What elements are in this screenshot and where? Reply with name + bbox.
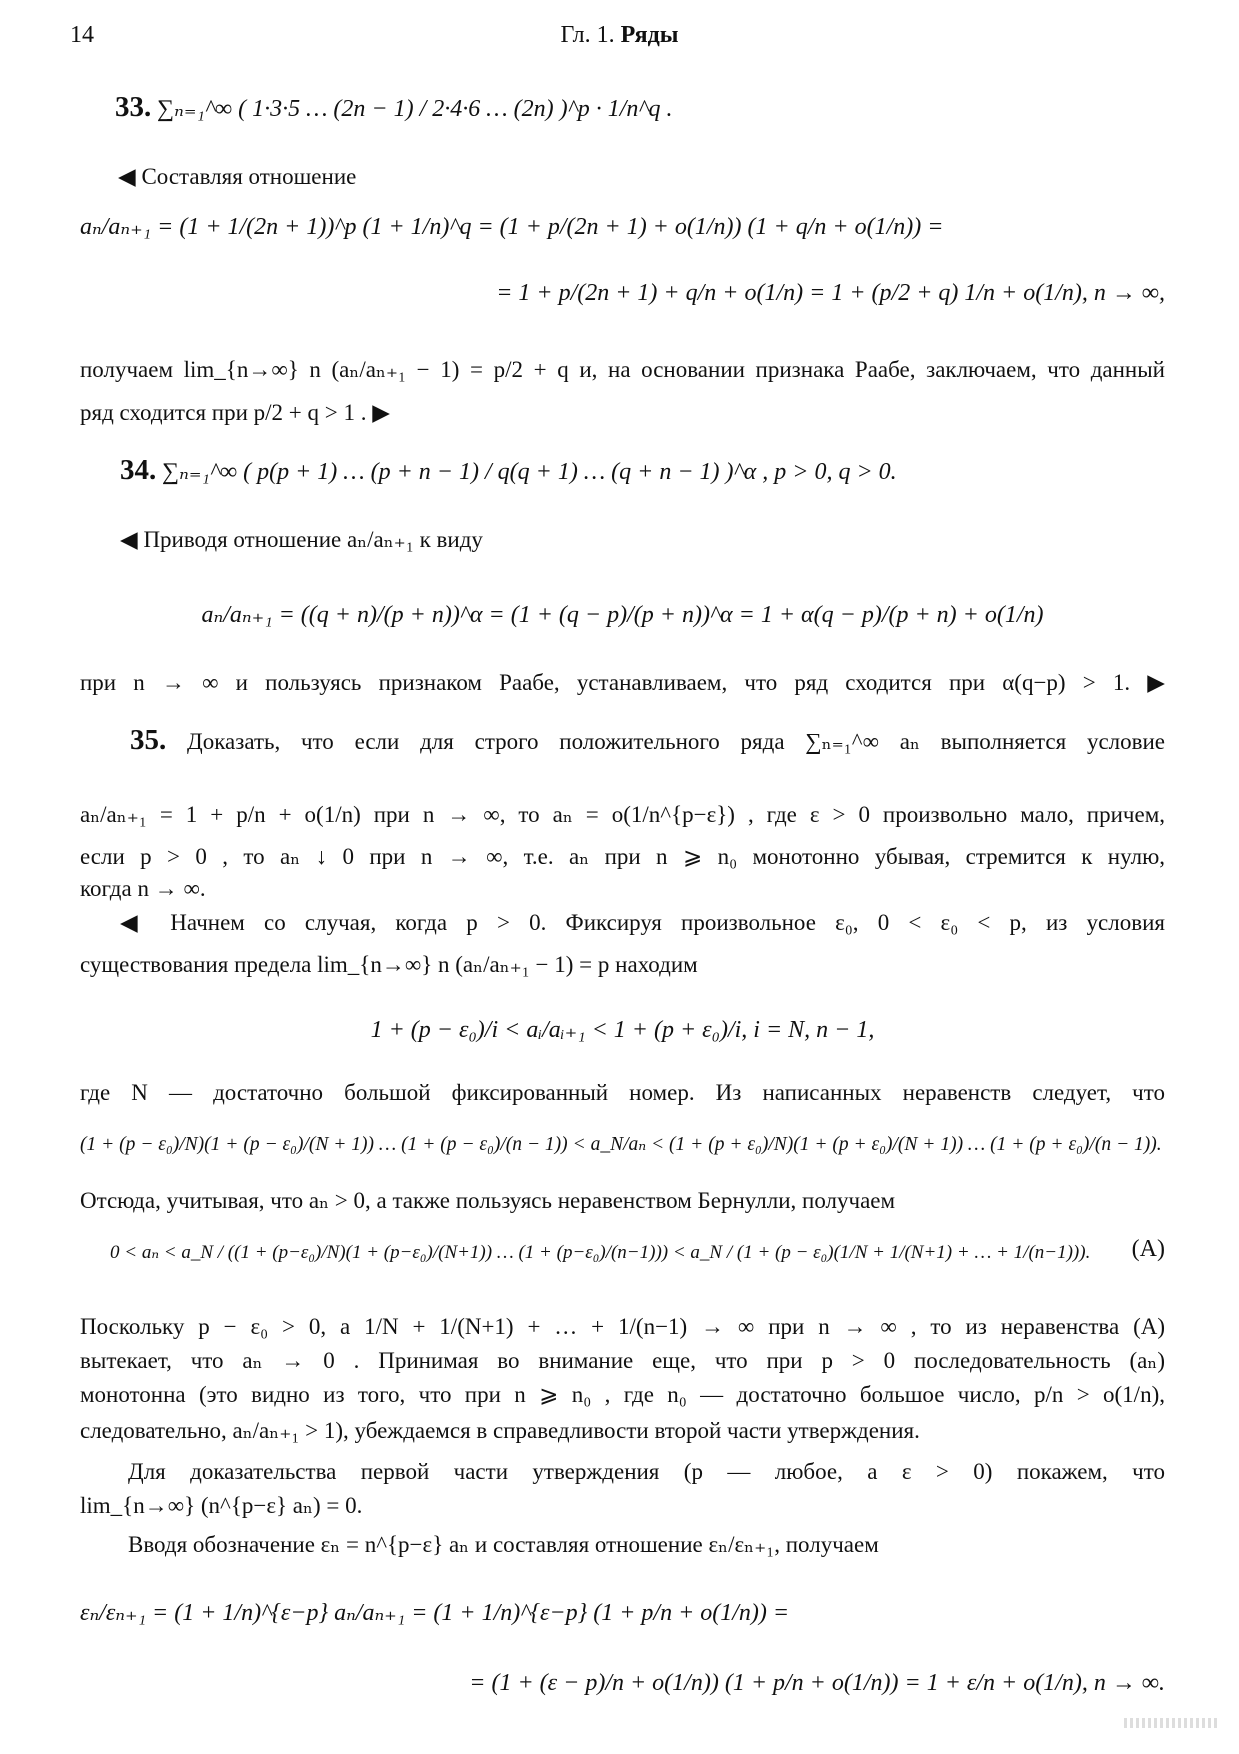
problem-35-text: Доказать, что если для строго положительного ряда ∑ₙ₌₁^∞ aₙ выполняется условие [187, 729, 1166, 754]
problem-35-line-8: Отсюда, учитывая, что aₙ > 0, а также пользуясь неравенством Бернулли, получаем [80, 1188, 896, 1213]
problem-35-equation-4: εₙ/εₙ₊₁ = (1 + 1/n)^{ε−p} aₙ/aₙ₊₁ = (1 + 1/n)^{ε−p} (1 + p/n + o(1/n)) = [80, 1600, 790, 1626]
problem-35-line-2: aₙ/aₙ₊₁ = 1 + p/n + o(1/n) при n → ∞, то aₙ = o(1/n^{p−ε}) , где ε > 0 произвольно мало, причем, [80, 802, 1165, 827]
problem-33-statement [115, 92, 1015, 124]
chapter-title: Ряды [620, 22, 679, 48]
problem-33-intro: ◀ Составляя отношение [118, 164, 357, 189]
chapter-label: Гл. 1. [560, 22, 615, 48]
problem-33-equation-2: = 1 + p/(2n + 1) + q/n + o(1/n) = 1 + (p/2 + q) 1/n + o(1/n), n → ∞, [496, 280, 1165, 306]
problem-33-text-1: получаем lim_{n→∞} n (aₙ/aₙ₊₁ − 1) = p/2 + q и, на основании признака Раабе, заключаем, что данный [80, 357, 1165, 382]
problem-34-number: 34. [120, 454, 157, 486]
problem-35-line-5: ◀ Начнем со случая, когда p > 0. Фиксируя произвольное ε₀, 0 < ε₀ < p, из условия [120, 910, 1165, 935]
problem-35-line-11: монотонна (это видно из того, что при n ⩾ n₀ , где n₀ — достаточно большое число, p/n > o(1/n), [80, 1382, 1165, 1407]
problem-33-formula: ∑ₙ₌₁^∞ ( 1·3·5 … (2n − 1) / 2·4·6 … (2n) )^p · 1/n^q . [157, 96, 673, 122]
problem-34-intro: ◀ Приводя отношение aₙ/aₙ₊₁ к виду [120, 527, 483, 552]
problem-34-equation-1: aₙ/aₙ₊₁ = ((q + n)/(p + n))^α = (1 + (q − p)/(p + n))^α = 1 + α(q − p)/(p + n) + o(1/n) [201, 602, 1044, 628]
problem-34-text-1: при n → ∞ и пользуясь признаком Раабе, устанавливаем, что ряд сходится при α(q−p) > 1. ▶ [80, 670, 1165, 695]
problem-34-statement [120, 455, 1020, 487]
problem-35-line-1 [130, 725, 1165, 757]
problem-35-line-15: Вводя обозначение εₙ = n^{p−ε} aₙ и составляя отношение εₙ/εₙ₊₁, получаем [128, 1532, 879, 1557]
problem-35-line-4: когда n → ∞. [80, 876, 206, 901]
scan-artifact [1124, 1718, 1219, 1728]
problem-33-equation-1: aₙ/aₙ₊₁ = (1 + 1/(2n + 1))^p (1 + 1/n)^q = (1 + p/(2n + 1) + o(1/n)) (1 + q/n + o(1/n)) = [80, 214, 944, 240]
problem-35-line-6: существования предела lim_{n→∞} n (aₙ/aₙ₊₁ − 1) = p находим [80, 952, 698, 977]
problem-35-equation-3: 0 < aₙ < a_N / ((1 + (p−ε₀)/N)(1 + (p−ε₀)/(N+1)) … (1 + (p−ε₀)/(n−1))) < a_N / (1 + (p − ε₀)(1/N + 1/(N+1) + … + 1/(n−1))). [110, 1242, 1091, 1263]
problem-35-equation-1: 1 + (p − ε₀)/i < aᵢ/aᵢ₊₁ < 1 + (p + ε₀)/i, i = N, n − 1, [370, 1017, 875, 1043]
problem-35-line-10: вытекает, что aₙ → 0 . Принимая во внимание еще, что при p > 0 последовательность (aₙ) [80, 1348, 1165, 1373]
problem-35-line-7: где N — достаточно большой фиксированный номер. Из написанных неравенств следует, что [80, 1080, 1165, 1105]
problem-34-formula: ∑ₙ₌₁^∞ ( p(p + 1) … (p + n − 1) / q(q + 1) … (q + n − 1) )^α , p > 0, q > 0. [162, 459, 897, 485]
problem-35-line-12: следовательно, aₙ/aₙ₊₁ > 1), убеждаемся в справедливости второй части утверждения. [80, 1418, 920, 1443]
problem-35-line-13: Для доказательства первой части утверждения (p — любое, а ε > 0) покажем, что [128, 1459, 1165, 1484]
equation-tag-a: (A) [1131, 1236, 1165, 1262]
problem-33-text-2: ряд сходится при p/2 + q > 1 . ▶ [80, 400, 390, 425]
page-number: 14 [70, 22, 94, 48]
problem-35-equation-5: = (1 + (ε − p)/n + o(1/n)) (1 + p/n + o(1/n)) = 1 + ε/n + o(1/n), n → ∞. [469, 1670, 1165, 1696]
problem-33-number: 33. [115, 91, 152, 123]
problem-35-number: 35. [130, 724, 167, 756]
problem-35-line-3: если p > 0 , то aₙ ↓ 0 при n → ∞, т.е. aₙ при n ⩾ n₀ монотонно убывая, стремится к нулю, [80, 844, 1165, 869]
problem-35-equation-2: (1 + (p − ε₀)/N)(1 + (p − ε₀)/(N + 1)) … (1 + (p − ε₀)/(n − 1)) < a_N/aₙ < (1 + (p + ε₀)/N)(1 + (p + ε₀)/(N + 1)) … (1 + (p + ε₀)/(n − 1)). [80, 1134, 1162, 1155]
running-header [0, 22, 1239, 49]
problem-35-line-9: Поскольку p − ε₀ > 0, а 1/N + 1/(N+1) + … + 1/(n−1) → ∞ при n → ∞ , то из неравенства (A) [80, 1314, 1165, 1339]
problem-35-line-14: lim_{n→∞} (n^{p−ε} aₙ) = 0. [80, 1493, 363, 1518]
